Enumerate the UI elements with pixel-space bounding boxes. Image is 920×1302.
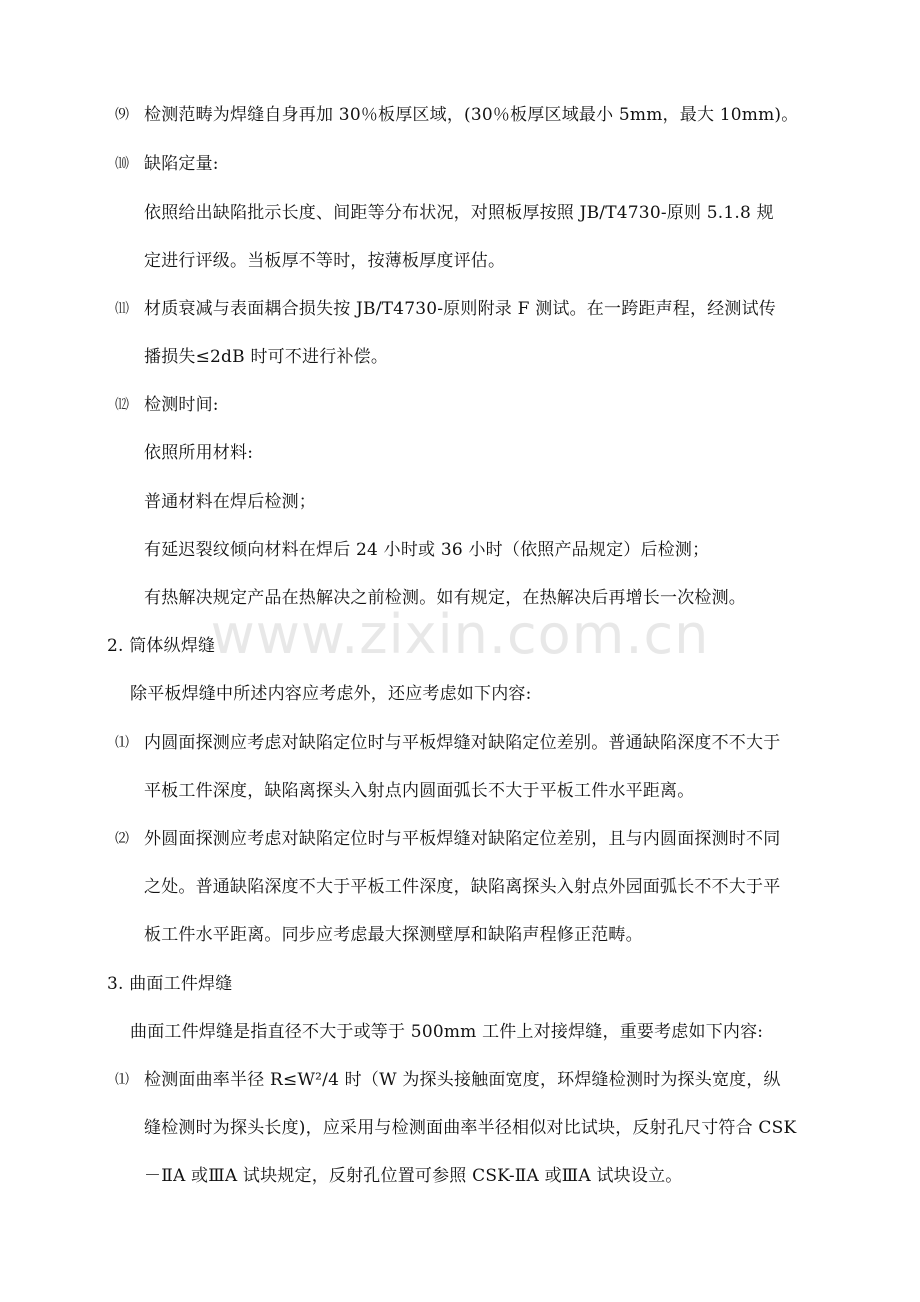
text-line: 平板工件深度，缺陷离探头入射点内圆面弧长不大于平板工件水平距离。 [144, 781, 695, 801]
text-line: 播损失≤2dB 时可不进行补偿。 [144, 347, 389, 367]
list-marker: ⑾ [115, 301, 129, 317]
text-line: 检测范畴为焊缝自身再加 30％板厚区域，(30％板厚区域最小 5mm，最大 10mm)。 [144, 105, 799, 125]
text-line: －ⅡA 或ⅢA 试块规定，反射孔位置可参照 CSK-ⅡA 或ⅢA 试块设立。 [144, 1166, 683, 1186]
text-line: 缺陷定量: [144, 154, 219, 174]
text-line: 依照给出缺陷批示长度、间距等分布状况，对照板厚按照 JB/T4730-原则 5.1.8 规 [144, 203, 774, 223]
watermark: www.zixin.com.cn [210, 603, 710, 666]
text-line: 曲面工件焊缝是指直径不大于或等于 500mm 工件上对接焊缝，重要考虑如下内容: [130, 1022, 764, 1042]
text-line: 板工件水平距离。同步应考虑最大探测壁厚和缺陷声程修正范畴。 [144, 925, 643, 945]
list-marker: ⑴ [115, 735, 129, 751]
text-line: 有热解决规定产品在热解决之前检测。如有规定，在热解决后再增长一次检测。 [144, 588, 746, 608]
text-line: 定进行评级。当板厚不等时，按薄板厚度评估。 [144, 251, 506, 271]
text-line: 外圆面探测应考虑对缺陷定位时与平板焊缝对缺陷定位差别，且与内圆面探测时不同 [144, 829, 781, 849]
list-marker: ⑵ [115, 831, 129, 847]
text-line: 材质衰减与表面耦合损失按 JB/T4730-原则附录 F 测试。在一跨距声程，经测试传 [144, 299, 776, 319]
text-line: 除平板焊缝中所述内容应考虑外，还应考虑如下内容: [130, 684, 532, 704]
section-heading: 2. 筒体纵焊缝 [107, 636, 216, 656]
text-line: 检测时间: [144, 395, 219, 415]
list-marker: ⑿ [115, 397, 129, 413]
list-marker: ⑽ [115, 156, 129, 172]
text-line: 有延迟裂纹倾向材料在焊后 24 小时或 36 小时（依照产品规定）后检测； [144, 540, 710, 560]
text-line: 之处。普通缺陷深度不大于平板工件深度，缺陷离探头入射点外园面弧长不不大于平 [144, 877, 781, 897]
section-heading: 3. 曲面工件焊缝 [107, 974, 233, 994]
text-line: 检测面曲率半径 R≤W²/4 时（W 为探头接触面宽度，环焊缝检测时为探头宽度，纵 [144, 1070, 781, 1090]
text-line: 内圆面探测应考虑对缺陷定位时与平板焊缝对缺陷定位差别。普通缺陷深度不不大于 [144, 733, 781, 753]
list-marker: ⑼ [115, 107, 129, 123]
text-line: 依照所用材料: [144, 443, 254, 463]
list-marker: ⑴ [115, 1072, 129, 1088]
text-line: 缝检测时为探头长度)，应采用与检测面曲率半径相似对比试块，反射孔尺寸符合 CSK [144, 1118, 797, 1138]
text-line: 普通材料在焊后检测； [144, 492, 316, 512]
